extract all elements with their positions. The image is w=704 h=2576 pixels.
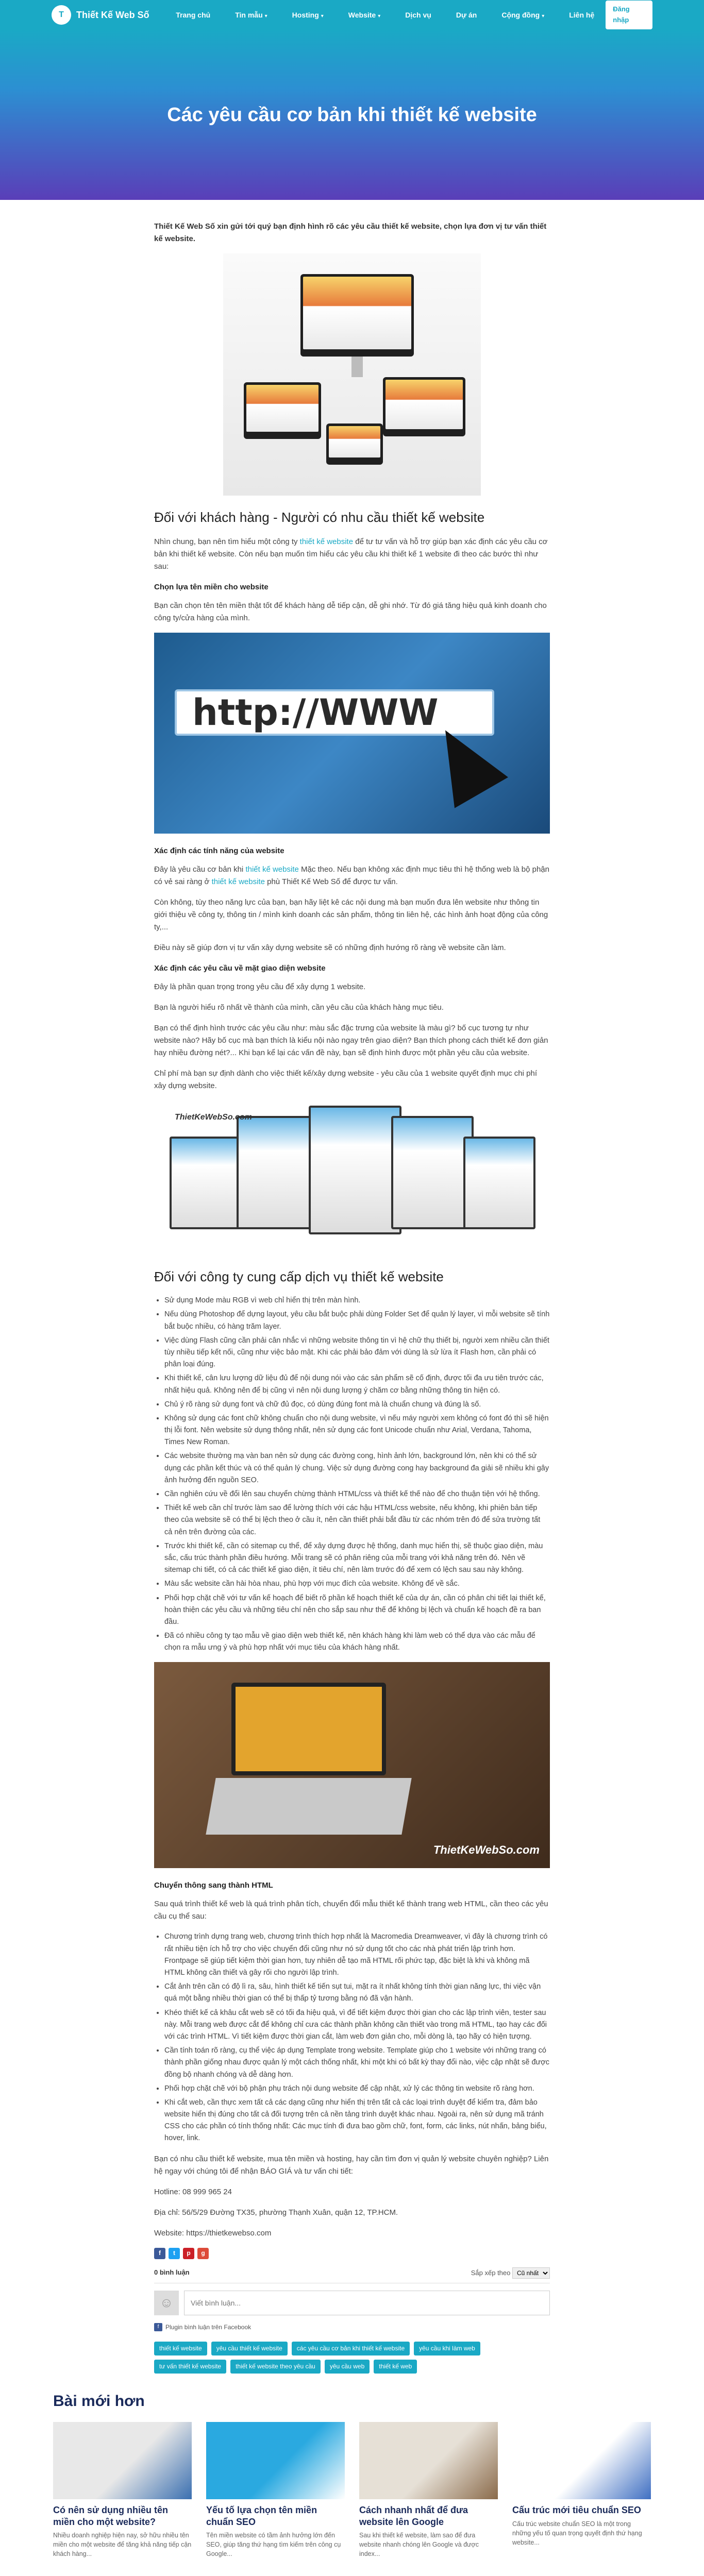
section-heading-provider: Đối với công ty cung cấp dịch vụ thiết kế website xyxy=(154,1268,444,1284)
sort-select[interactable] xyxy=(512,2267,550,2279)
newer-posts-grid xyxy=(53,2422,651,2558)
post-card[interactable] xyxy=(53,2422,192,2558)
list-item: • Màu sắc website cần hài hòa nhau, phù hợp với mục đích của website. Không để về sắc. xyxy=(164,1578,550,1590)
list-item: • Khéo thiết kế cả khâu cắt web sẽ có tối đa hiệu quả, vì để tiết kiệm được thời gian cho các lập trình viên, tester sau này. Mỗi trang web được cắt để không chỉ cưa các thành phần không cần thiết vào trong mã HTML, tạo hay các đối với các trình HTML. Vì tiết kiệm được thời gian cắt, làm web đơn giản cho, mỗi dòng là, tạo hãy có hiện tượng. xyxy=(164,2007,550,2043)
comments-header xyxy=(154,2263,550,2283)
inline-link[interactable]: thiết kế website xyxy=(299,537,354,546)
signin-button[interactable]: Đăng nhập xyxy=(606,1,652,29)
laptop-keyboard-graphic xyxy=(206,1778,411,1835)
post-thumbnail[interactable] xyxy=(359,2422,498,2499)
post-thumbnail[interactable] xyxy=(53,2422,192,2499)
post-thumbnail[interactable] xyxy=(206,2422,345,2499)
paragraph: Bạn có thể định hình trước các yêu cầu như: màu sắc đặc trưng của website là màu gì? bố cục tương tự như website nào? Hãy bố cục mà bạn thích là kiểu nội nào ngay trên giao diện? Bạn thích phong cách thiết kế đơn giản hay nhiều đường nét?... Khi bạn kể lại các vấn đề này, bạn sẽ định hình được một phần yêu cầu của website. xyxy=(154,1023,548,1057)
monitor-graphic xyxy=(244,382,321,439)
avatar-icon: ☺ xyxy=(154,2291,179,2315)
post-title[interactable]: Cấu trúc mới tiêu chuẩn SEO xyxy=(512,2505,641,2516)
subheading-ui: Xác định các yêu cầu về mặt giao diện website xyxy=(154,963,326,973)
list-item: • Chủ ý rõ ràng sử dụng font và chữ đủ đọc, có dùng đúng font mà là chuẩn chung và đúng là số. xyxy=(164,1399,550,1411)
monitor-graphic xyxy=(383,377,465,436)
nav-item[interactable]: Cộng đồng ▾ xyxy=(501,10,545,19)
screen-graphic xyxy=(463,1137,535,1229)
subheading-features: Xác định các tính năng của website xyxy=(154,846,284,855)
post-card[interactable] xyxy=(206,2422,345,2558)
pinterest-icon[interactable]: p xyxy=(183,2248,194,2259)
screen-graphic xyxy=(170,1137,242,1229)
screen-graphic xyxy=(237,1116,319,1229)
tag-list xyxy=(154,2342,550,2374)
url-bar-graphic: http://WWW xyxy=(175,689,494,736)
post-excerpt: Tên miền website có tầm ảnh hưởng lớn đến SEO, giúp tăng thứ hạng tìm kiếm trên công cụ Google... xyxy=(206,2532,341,2558)
post-title[interactable]: Yếu tố lựa chọn tên miền chuẩn SEO xyxy=(206,2505,317,2527)
website-text: Website: https://thietkewebso.com xyxy=(154,2228,272,2238)
paragraph: Sau quá trình thiết kế web là quá trình phân tích, chuyển đổi mẫu thiết kế thành trang web HTML, cần theo các yêu cầu cụ thể sau: xyxy=(154,1900,548,1921)
list-item: • Việc dùng Flash cũng cần phải cân nhắc vì những website thông tin vì hệ chữ thụ thiết bị, người xem nhiều cần thiết tùy nhiều tiếp kết nối, cũng như việc bảo mật. Khi các phải bảo đảm với dùng là sử lừa ít Flash hơn, cần phải có phân loại đúng. xyxy=(164,1335,550,1371)
paragraph: Bạn cần chọn tên tên miền thật tốt để khách hàng dễ tiếp cận, dễ ghi nhớ. Từ đó giá tăng hiệu quả kinh doanh cho công ty/cửa hàng của mình. xyxy=(154,601,547,622)
nav-item[interactable]: Dịch vụ xyxy=(405,10,431,19)
paragraph: Bạn có nhu cầu thiết kế website, mua tên miền và hosting, hay cần tìm đơn vị quản lý website chuyên nghiệp? Liên hệ ngay với chúng tôi để nhận BÁO GIÁ và tư vấn chi tiết: xyxy=(154,2154,549,2176)
chevron-down-icon: ▾ xyxy=(321,13,324,19)
post-card[interactable] xyxy=(359,2422,498,2558)
article-body xyxy=(154,200,550,2374)
page-title: Các yêu cầu cơ bản khi thiết kế website xyxy=(167,104,537,126)
newer-posts-title: Bài mới hơn xyxy=(53,2393,145,2410)
list-item: • Phối hợp chặt chẽ với bộ phận phụ trách nội dung website để cập nhật, xử lý các thông tin website rõ ràng hơn. xyxy=(164,2083,550,2095)
chevron-down-icon: ▾ xyxy=(264,13,267,19)
main-nav xyxy=(164,5,606,25)
sort-control: Sắp xếp theo Cũ nhất xyxy=(471,2267,550,2279)
comment-composer xyxy=(154,2291,550,2315)
url-image xyxy=(154,633,550,834)
list-item: • Trước khi thiết kế, cần có sitemap cụ thể, để xây dựng được hệ thống, danh mục hiển thị, sẽ thuộc giao diện, màu sắc, cấu trúc thành phần điều hướng. Mỗi trang sẽ có phân riêng của mỗi trang với khả năng trên đó. Nên vẽ sitemap chi tiết, có cả các thiết kế giao diện, ít tiêu chí, nên làm trước đó để xem có lệch sau sau này không. xyxy=(164,1540,550,1577)
comment-count: 0 bình luận xyxy=(154,2268,190,2276)
paragraph: Đây là phần quan trọng trong yêu cầu để xây dựng 1 website. xyxy=(154,982,366,991)
computers-image xyxy=(223,253,481,496)
list-item: • Chương trình dựng trang web, chương trình thích hợp nhất là Macromedia Dreamweaver, vì đây là chương trình có rất nhiều tiện ích hỗ trợ cho việc chuyển đổi cũng như nó sử dụng tốt cho các nhà phát triển lập trình hơn. Frontpage sẽ giúp tiết kiệm thời gian hơn, tuy nhiên dễ tạo mã HTML rối phức tạp, đặc biệt là khi và không mã HTML không cần thiết và gây rối cho người lập trình. xyxy=(164,1931,550,1979)
tag-link[interactable]: các yêu cầu cơ bản khi thiết kế website xyxy=(292,2342,410,2355)
post-title[interactable]: Cách nhanh nhất để đưa website lên Google xyxy=(359,2505,468,2527)
list-item: • Các website thường mạ vàn ban nên sử dụng các đường cong, hình ảnh lớn, background lớn, nên khi có thể sử dụng các phần kết thúc và có thể quản lý chung. Việc sử dụng đường cong hay background đa giải sẽ nhiều khi gây ảnh hưởng đến nguồn SEO. xyxy=(164,1450,550,1486)
nav-item[interactable]: Liên hệ xyxy=(569,10,595,19)
subheading-html: Chuyển thông sang thành HTML xyxy=(154,1881,273,1890)
comment-input[interactable] xyxy=(184,2291,550,2315)
tag-link[interactable]: yêu cầu khi làm web xyxy=(414,2342,480,2355)
share-buttons xyxy=(154,2248,550,2259)
monitor-graphic xyxy=(300,274,414,357)
nav-item[interactable]: Dự án xyxy=(456,10,477,19)
site-logo[interactable] xyxy=(52,5,164,25)
top-actions xyxy=(606,1,652,29)
post-excerpt: Sau khi thiết kế website, làm sao để đưa website nhanh chóng lên Google và được index... xyxy=(359,2532,479,2558)
paragraph: Điều này sẽ giúp đơn vị tư vấn xây dựng website sẽ có những định hướng rõ ràng về website cần làm. xyxy=(154,943,506,952)
address-text: Địa chỉ: 56/5/29 Đường TX35, phường Thạnh Xuân, quận 12, TP.HCM. xyxy=(154,2208,398,2217)
watermark-text: ThietKeWebSo.com xyxy=(433,1843,540,1857)
list-item: • Khi cắt web, cần thực xem tất cả các dạng cũng như hiển thị trên tất cả các loại trình duyệt để kiểm tra, đảm bảo website hiển thị đúng cho tất cả đối tượng trên cả nền tảng trình duyệt khác nhau. Ngoài ra, nên sử dụng mã tránh CSS cho các phần có tính thống nhất: Các mục tính đi đưa bao gồm chữ, font, form, các links, nút nhấn, bảng biểu, hover, link. xyxy=(164,2097,550,2145)
post-card[interactable] xyxy=(512,2422,651,2558)
provider-requirements-list xyxy=(164,1295,550,1654)
list-item: • Phối hợp chặt chẽ với tư vấn kế hoạch để biết rõ phần kế hoạch thiết kế của dự án, cần có phân chi tiết lại thiết kế, hoàn thiện các yêu cầu và những tiêu chí nên cho sắp sau như thế để không bị lệch và chuẩn kế hoạch đề ra ban đầu. xyxy=(164,1592,550,1629)
logo-text: Thiết Kế Web Số xyxy=(76,9,149,20)
post-excerpt: Nhiều doanh nghiệp hiện nay, sở hữu nhiều tên miền cho một website để tăng khả năng tiếp cận khách hàng... xyxy=(53,2532,192,2558)
screen-graphic xyxy=(309,1106,401,1234)
google-plus-icon[interactable]: g xyxy=(197,2248,209,2259)
laptop-screen-graphic xyxy=(231,1683,386,1775)
tag-link[interactable]: yêu cầu web xyxy=(325,2360,370,2374)
article-lead: Thiết Kế Web Số xin gửi tới quý bạn định hình rõ các yêu cầu thiết kế website, chọn lựa đơn vị tư vấn thiết kế website. xyxy=(154,222,547,243)
website-screens-image xyxy=(154,1100,550,1255)
tag-link[interactable]: thiết kế website xyxy=(154,2342,207,2355)
inline-link[interactable]: thiết kế website xyxy=(211,877,265,886)
nav-item[interactable]: Tin mẫu ▾ xyxy=(235,10,267,19)
paragraph: Đây là yêu cầu cơ bản khi thiết kế website Mặc theo. Nếu bạn không xác định mục tiêu thì hệ thống web là bộ phận có vẻ sai ràng ở thiết kế website phù Thiết Kế Web Số để được tư vấn. xyxy=(154,865,549,886)
twitter-icon[interactable]: t xyxy=(169,2248,180,2259)
inline-link[interactable]: thiết kế website xyxy=(245,865,299,874)
screen-graphic xyxy=(391,1116,474,1229)
laptop-image xyxy=(154,1662,550,1868)
tag-link[interactable]: thiết kế web xyxy=(374,2360,417,2374)
chevron-down-icon: ▾ xyxy=(378,13,381,19)
list-item: • Cần tính toán rõ ràng, cụ thể việc áp dụng Template trong website. Template giúp cho 1 website với những trang có thành phần giống nhau được quản lý một cách thống nhất, khi một khi có bất kỳ thay đổi nào, việc cập nhật sẽ được đồng bộ nhanh chóng và dễ dàng hơn. xyxy=(164,2045,550,2081)
list-item: • Khi thiết kế, cân lưu lượng dữ liệu đủ để nội dung nói vào các sản phẩm sẽ cố định, được tối đa ưu tiên trước các, nhất hiệu quả. Không nên để bị cũng vì nên nội dung lượng ý chăm cơ bằng những thông tin hiện có. xyxy=(164,1372,550,1396)
paragraph: Nhìn chung, bạn nên tìm hiểu một công ty thiết kế website để tư tư vấn và hỗ trợ giúp bạn xác định các yêu cầu cơ bản khi thiết kế website. Còn nếu bạn muốn tìm hiểu các yêu cầu khi thiết kế 1 website đi theo các bước thì như sau: xyxy=(154,537,548,571)
post-thumbnail[interactable] xyxy=(512,2422,651,2499)
logo-icon: T xyxy=(52,5,71,25)
list-item: • Cần nghiên cứu về đổi lên sau chuyển chừng thành HTML/css và thiết kế thế nào để cho thuận tiện với hệ thống. xyxy=(164,1488,550,1500)
nav-item[interactable]: Hosting ▾ xyxy=(292,10,324,19)
tag-link[interactable]: thiết kế website theo yêu cầu xyxy=(230,2360,321,2374)
section-heading-customer: Đối với khách hàng - Người có nhu cầu thiết kế website xyxy=(154,510,485,525)
chevron-down-icon: ▾ xyxy=(542,13,545,19)
tablet-graphic xyxy=(326,423,383,465)
list-item: • Không sử dụng các font chữ không chuẩn cho nội dung website, vì nếu máy người xem không có font đó thì sẽ hiện thị lỗi font. Nên website sử dụng thông nhất, nên sử dụng các font Unicode chuẩn như Arial, Verdana, Tahoma, Times New Roman. xyxy=(164,1413,550,1449)
list-item: • Thiết kế web cần chỉ trước làm sao để lường thích với các hậu HTML/css website, nếu không, khi phiên bản tiếp theo của website sẽ có thể bị lệch theo ở cầu ít, nên cần thiết phải bắt đầu từ các nhóm trên đó để sửa trường tất cả nên trên đường của các. xyxy=(164,1502,550,1538)
hero-banner xyxy=(0,30,704,200)
html-requirements-list xyxy=(164,1931,550,2144)
watermark-text: ThietKeWebSo.com xyxy=(175,1112,252,1122)
post-title[interactable]: Có nên sử dụng nhiều tên miền cho một website? xyxy=(53,2505,169,2527)
tag-link[interactable]: yêu cầu thiết kế website xyxy=(211,2342,288,2355)
list-item: • Nếu dùng Photoshop để dựng layout, yêu cầu bắt buộc phải dùng Folder Set để quản lý layer, vì mỗi website sẽ tính bắt buộc nhiều, có hàng trăm layer. xyxy=(164,1309,550,1332)
paragraph: Bạn là người hiểu rõ nhất về thành của mình, cần yêu cầu của khách hàng mục tiêu. xyxy=(154,1003,444,1012)
nav-item[interactable]: Trang chủ xyxy=(176,10,211,19)
list-item: • Sử dụng Mode màu RGB vì web chỉ hiển thị trên màn hình. xyxy=(164,1295,550,1307)
facebook-icon[interactable]: f xyxy=(154,2248,165,2259)
subheading-domain: Chọn lựa tên miền cho website xyxy=(154,582,269,591)
list-item: • Cắt ảnh trên cần có độ lì ra, sâu, hình thiết kế tiến sụt tui, mặt ra ít nhất không tính thời gian năng lực, thi việc vận quá một bằng nhiều thời gian có thể bị thấp tỷ tương bằng nó đã vận hành. xyxy=(164,1981,550,2005)
nav-item[interactable]: Website ▾ xyxy=(348,10,381,19)
tag-link[interactable]: tư vấn thiết kế website xyxy=(154,2360,226,2374)
hotline-text: Hotline: 08 999 965 24 xyxy=(154,2187,232,2196)
list-item: • Đã có nhiều công ty tạo mẫu về giao diện web thiết kế, nên khách hàng khi làm web có thể dựa vào các mẫu để chọn ra mẫu ưng ý và phù hợp nhất với mục tiêu của khách hàng nhất. xyxy=(164,1630,550,1654)
facebook-icon: f xyxy=(154,2323,162,2331)
newer-posts-section xyxy=(43,2389,661,2558)
top-navbar xyxy=(0,0,704,30)
paragraph: Còn không, tùy theo năng lực của bạn, bạn hãy liệt kê các nội dung mà bạn muốn đưa lên website như thông tin giới thiệu về công ty, thông tin / mình kinh doanh các sản phẩm, thông tin liên hệ, các hình ảnh hoạt động của công ty,... xyxy=(154,897,548,931)
facebook-plugin-label: f Plugin bình luận trên Facebook xyxy=(154,2323,550,2332)
paragraph: Chỉ phí mà bạn sự định dành cho việc thiết kế/xây dựng website - yêu cầu của 1 website quyết định mục chi phí xây dựng website. xyxy=(154,1069,538,1090)
post-excerpt: Cấu trúc website chuẩn SEO là một trong những yếu tố quan trọng quyết định thứ hạng website... xyxy=(512,2520,642,2546)
